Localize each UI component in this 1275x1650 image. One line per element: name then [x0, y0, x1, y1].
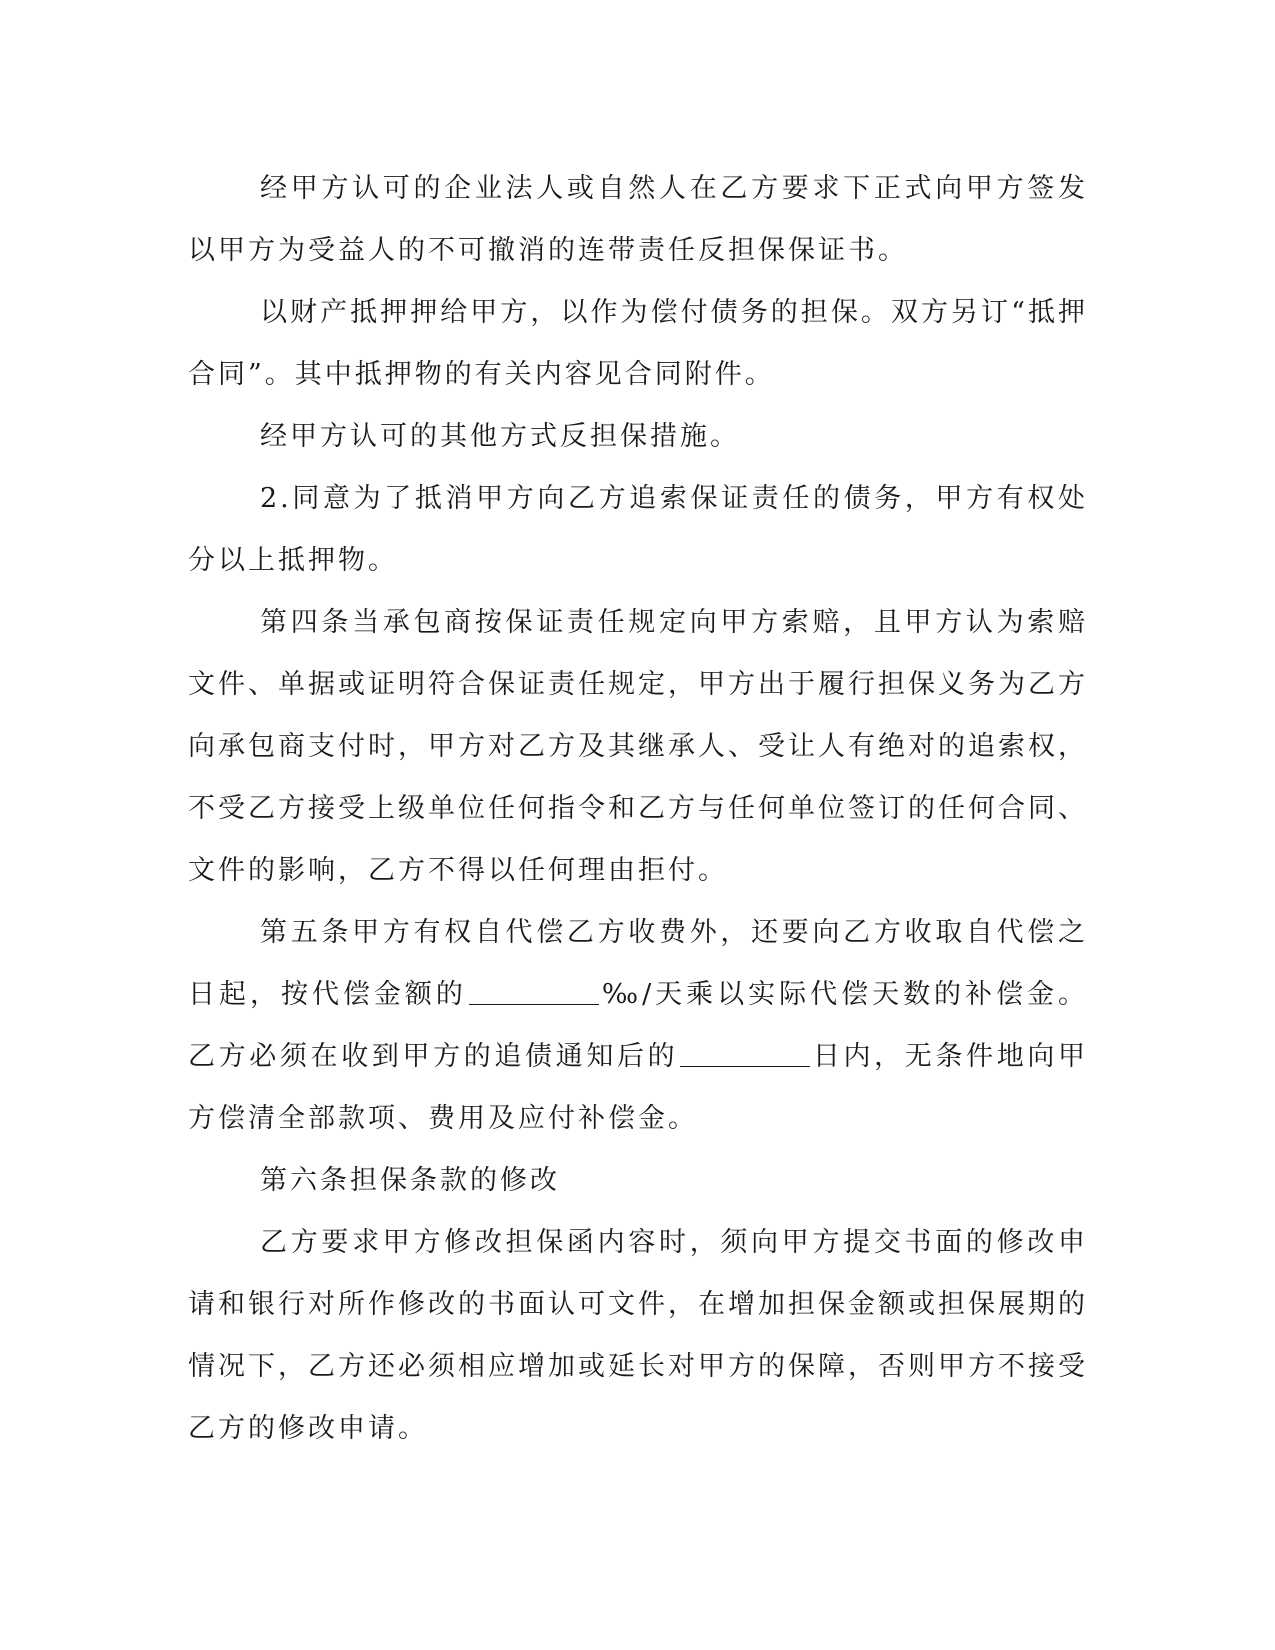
paragraph-property-mortgage: 以财产抵押押给甲方，以作为偿付债务的担保。双方另订“抵押合同”。其中抵押物的有关内容见合同附件。 [188, 297, 1088, 390]
article-5-text-1: 第五条甲方有权自代偿乙方收费外，还要向乙方收取自代偿之日起，按代偿金额的 [188, 917, 1088, 1010]
article-5-text-2: ‰/天乘以实际代偿天数的补偿金。乙方必须在收到甲方的追债通知后的 [188, 979, 1089, 1072]
paragraph-article-5 [188, 902, 1088, 1150]
days-blank [680, 1042, 810, 1067]
paragraph-amendment: 乙方要求甲方修改担保函内容时，须向甲方提交书面的修改申请和银行对所作修改的书面认可文件，在增加担保金额或担保展期的情况下，乙方还必须相应增加或延长对甲方的保障，否则甲方不接受乙方的修改申请。 [188, 1227, 1088, 1444]
rate-blank [469, 980, 599, 1005]
paragraph-disposal-right: 2.同意为了抵消甲方向乙方追索保证责任的债务，甲方有权处分以上抵押物。 [188, 483, 1088, 576]
paragraph-article-4: 第四条当承包商按保证责任规定向甲方索赔，且甲方认为索赔文件、单据或证明符合保证责任规定，甲方出于履行担保义务为乙方向承包商支付时，甲方对乙方及其继承人、受让人有绝对的追索权，不受乙方接受上级单位任何指令和乙方与任何单位签订的任何合同、文件的影响，乙方不得以任何理由拒付。 [188, 607, 1088, 886]
document-body [188, 158, 1088, 1460]
paragraph-other-measures: 经甲方认可的其他方式反担保措施。 [260, 421, 740, 452]
paragraph-article-6-heading: 第六条担保条款的修改 [260, 1165, 560, 1196]
article-5-text-3: 日内，无条件地向甲方偿清全部款项、费用及应付补偿金。 [188, 1041, 1089, 1134]
paragraph-counter-guarantee-letter: 经甲方认可的企业法人或自然人在乙方要求下正式向甲方签发以甲方为受益人的不可撤消的连带责任反担保保证书。 [188, 173, 1088, 266]
